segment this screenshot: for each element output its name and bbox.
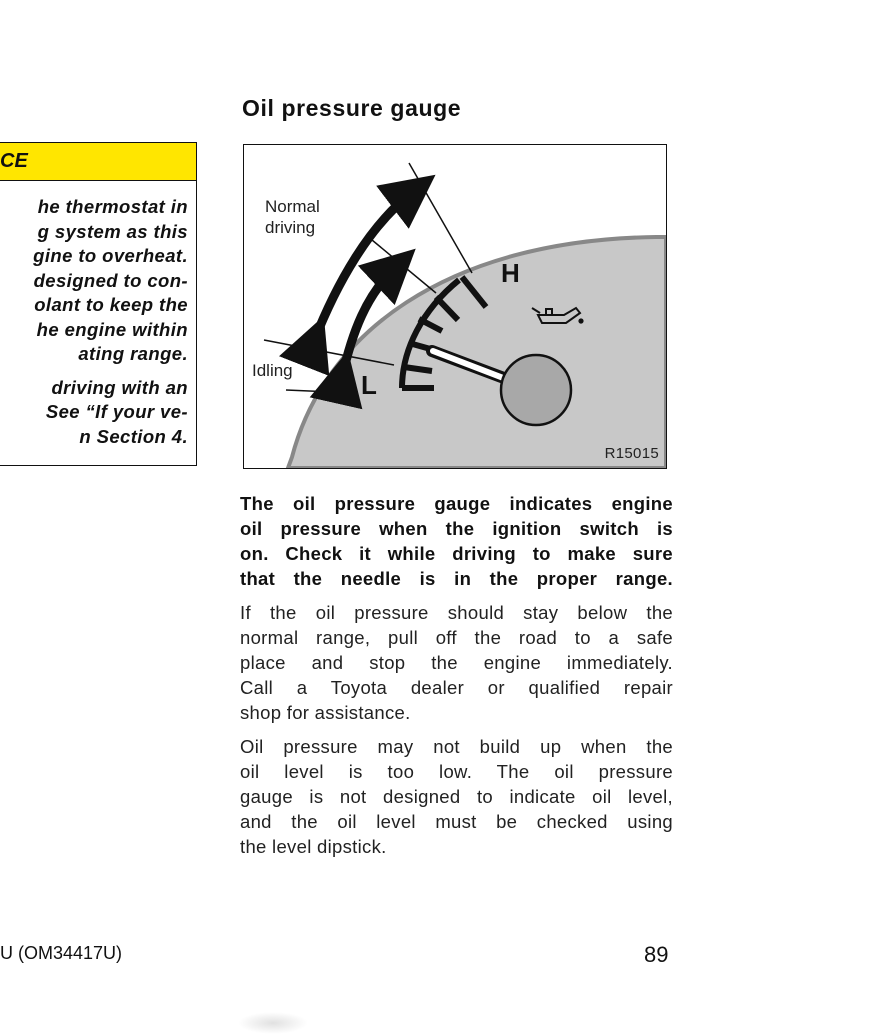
paragraph-line: gauge is not designed to indicate oil level,: [240, 786, 673, 807]
gauge-figure: [243, 144, 667, 469]
paragraph-line: place and stop the engine immediately.: [240, 652, 673, 673]
section-title: Oil pressure gauge: [242, 95, 462, 121]
paragraph-line: Oil pressure may not build up when the: [240, 736, 673, 757]
notice-body: [0, 195, 188, 449]
notice-line: gine to overheat.: [33, 245, 188, 266]
paragraph-line: shop for assistance.: [240, 702, 411, 723]
notice-line: n Section 4.: [79, 425, 188, 447]
idling-label: Idling: [252, 361, 293, 380]
paragraph-line: and the oil level must be checked using: [240, 811, 673, 832]
notice-line: designed to con-: [33, 269, 188, 291]
notice-line: he engine within: [36, 318, 188, 340]
intro-line: that the needle is in the proper range.: [240, 568, 673, 589]
gauge-illustration: [244, 145, 666, 468]
notice-line: g system as this: [37, 220, 188, 242]
intro-line: oil pressure when the ignition switch is: [240, 518, 673, 539]
paragraph-oil-level: [240, 734, 673, 859]
low-mark: L: [361, 370, 377, 400]
paragraph-line: If the oil pressure should stay below the: [240, 602, 673, 623]
notice-box: [0, 142, 197, 466]
intro-line: on. Check it while driving to make sure: [240, 543, 673, 564]
normal-driving-label: [265, 196, 320, 238]
paragraph-line: oil level is too low. The oil pressure: [240, 761, 673, 782]
footer-manual-code: U (OM34417U): [0, 943, 123, 963]
notice-header: CE: [0, 143, 196, 181]
paragraph-low-pressure: [240, 600, 673, 725]
high-mark: H: [501, 258, 520, 288]
notice-line: driving with an: [51, 376, 188, 398]
normal-label-line1: Normal: [265, 197, 320, 216]
intro-paragraph: [240, 491, 673, 591]
scan-smudge: [238, 1012, 308, 1034]
notice-line: See “If your ve-: [45, 401, 188, 422]
notice-line: ating range.: [78, 343, 188, 364]
paragraph-line: normal range, pull off the road to a safe: [240, 627, 673, 648]
paragraph-line: Call a Toyota dealer or qualified repair: [240, 677, 673, 698]
notice-line: olant to keep the: [34, 294, 188, 315]
paragraph-line: the level dipstick.: [240, 836, 387, 857]
figure-id: R15015: [604, 445, 659, 462]
normal-label-line2: driving: [265, 218, 316, 237]
page-number: 89: [644, 942, 669, 967]
gauge-hub: [501, 355, 571, 425]
notice-line: he thermostat in: [37, 196, 188, 217]
intro-line: The oil pressure gauge indicates engine: [240, 493, 673, 514]
